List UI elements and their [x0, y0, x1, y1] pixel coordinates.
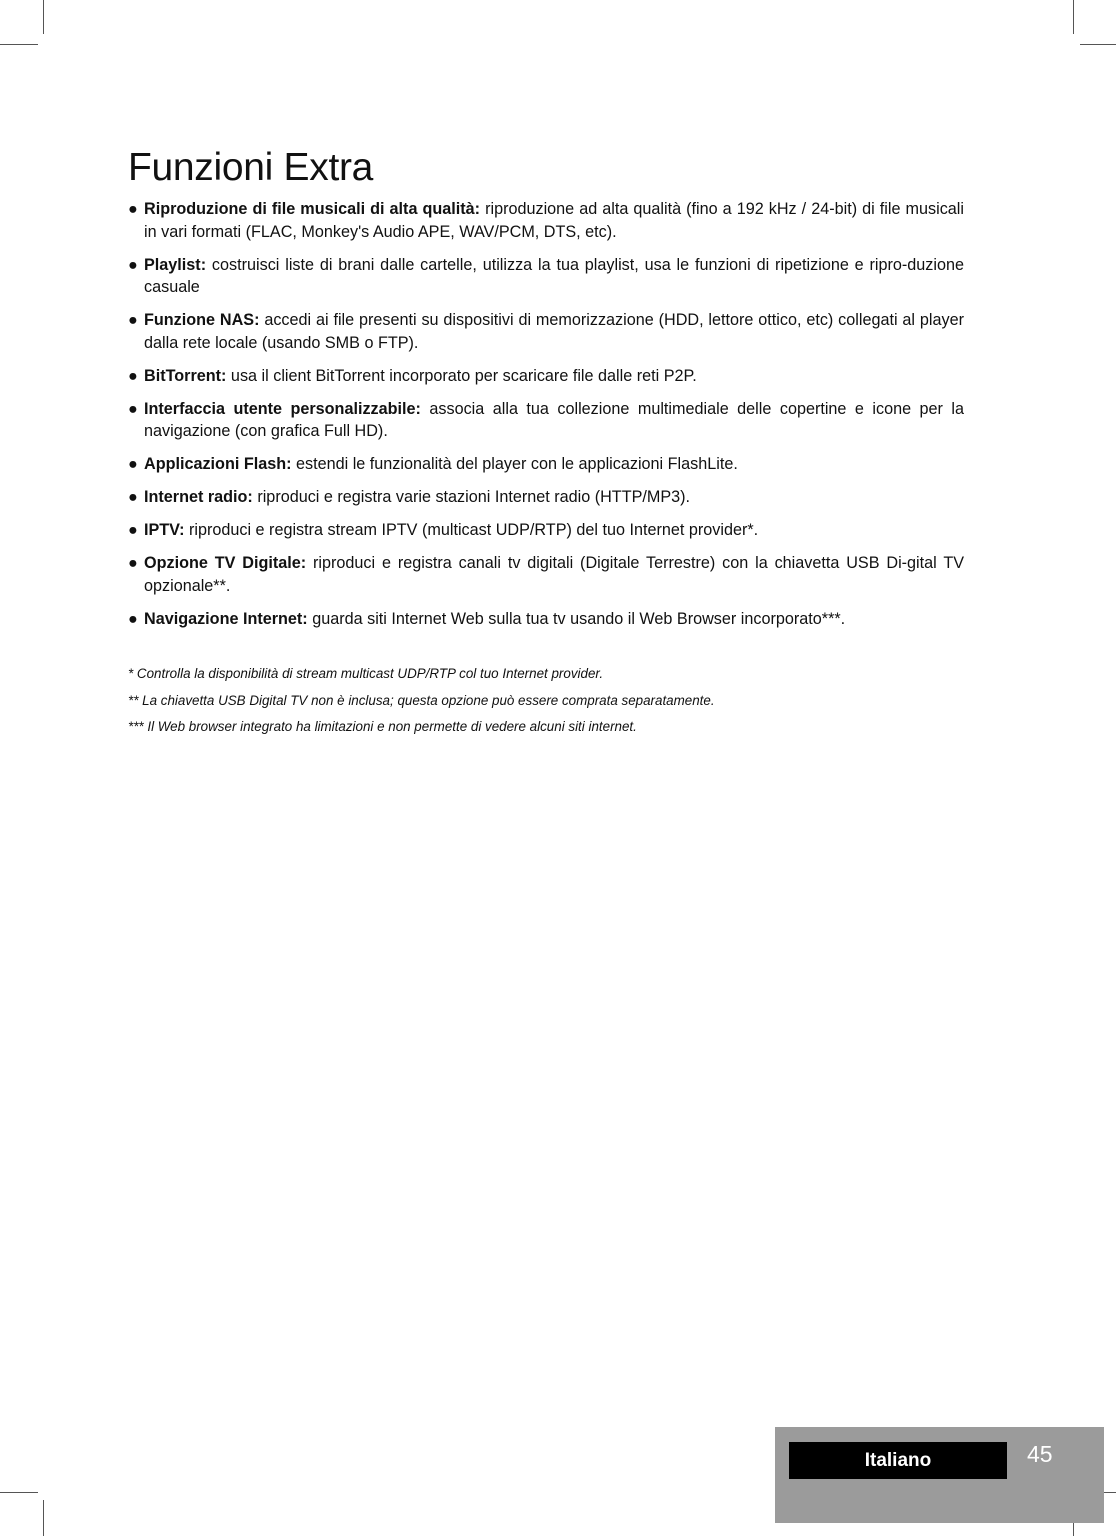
list-item [128, 519, 964, 542]
list-item [128, 398, 964, 443]
list-item [128, 608, 964, 631]
footnote: ** La chiavetta USB Digital TV non è inclusa; questa opzione può essere comprata separatamente. [128, 692, 715, 708]
feature-label: Opzione TV Digitale: [144, 554, 307, 572]
list-item [128, 309, 964, 354]
feature-label: IPTV: [144, 521, 185, 539]
feature-label: Interfaccia utente personalizzabile: [144, 399, 421, 418]
feature-text: associa alla tua collezione multimediale delle copertine e icone per la navigazione (con grafica Full HD). [144, 399, 965, 440]
list-item [128, 365, 964, 388]
feature-text: usa il client BitTorrent incorporato per scaricare file dalle reti P2P. [226, 366, 697, 385]
feature-list [128, 198, 964, 641]
crop-mark-top-left-h [0, 44, 38, 45]
bullet-icon: ● [128, 609, 138, 628]
bullet-icon: ● [128, 455, 138, 473]
bullet-icon: ● [128, 488, 138, 506]
bullet-icon: ● [128, 255, 138, 274]
footnotes [128, 661, 964, 741]
list-item [128, 453, 964, 476]
crop-mark-bottom-left-h [0, 1492, 38, 1493]
feature-label: Riproduzione di file musicali di alta qualità: [144, 200, 481, 218]
feature-text: guarda siti Internet Web sulla tua tv usando il Web Browser incorporato***. [307, 609, 846, 628]
page-footer [775, 1427, 1104, 1523]
bullet-icon: ● [128, 200, 138, 218]
crop-mark-bottom-left-v [43, 1500, 44, 1536]
list-item [128, 254, 964, 299]
feature-label: Applicazioni Flash: [144, 455, 292, 473]
footnote: * Controlla la disponibilità di stream multicast UDP/RTP col tuo Internet provider. [128, 666, 604, 681]
feature-label: Internet radio: [144, 488, 253, 506]
crop-mark-top-right-v [1073, 0, 1074, 34]
bullet-icon: ● [128, 366, 138, 385]
crop-mark-top-left-v [43, 0, 44, 34]
bullet-icon: ● [128, 521, 138, 539]
feature-text: accedi ai file presenti su dispositivi di memorizzazione (HDD, lettore ottico, etc) collegati al player dalla rete locale (usando SMB o FTP). [144, 311, 964, 352]
list-item [128, 552, 964, 597]
list-item [128, 198, 964, 243]
feature-text: riproduzione ad alta qualità (fino a 192 kHz / 24-bit) di file musicali in vari formati (FLAC, Monkey's Audio APE, WAV/PCM, DTS, etc). [144, 200, 964, 241]
feature-text: estendi le funzionalità del player con le applicazioni FlashLite. [291, 455, 738, 473]
footnote: *** Il Web browser integrato ha limitazioni e non permette di vedere alcuni siti internet. [128, 719, 637, 734]
feature-text: riproduci e registra varie stazioni Internet radio (HTTP/MP3). [252, 488, 691, 506]
bullet-icon: ● [128, 399, 138, 418]
language-label: Italiano [789, 1442, 1007, 1479]
feature-label: Funzione NAS: [144, 311, 260, 329]
feature-label: Playlist: [144, 255, 207, 274]
list-item [128, 486, 964, 509]
feature-text: riproduci e registra canali tv digitali (Digitale Terrestre) con la chiavetta USB Di-gital TV opzionale**. [144, 554, 965, 595]
crop-mark-top-right-h [1080, 44, 1116, 45]
bullet-icon: ● [128, 554, 138, 572]
feature-text: costruisci liste di brani dalle cartelle, utilizza la tua playlist, usa le funzioni di ripetizione e ripro-duzione casuale [144, 255, 964, 296]
feature-label: Navigazione Internet: [144, 609, 308, 628]
feature-text: riproduci e registra stream IPTV (multicast UDP/RTP) del tuo Internet provider*. [184, 521, 759, 539]
bullet-icon: ● [128, 311, 138, 329]
page-title: Funzioni Extra [128, 146, 374, 189]
page-number: 45 [1027, 1441, 1053, 1467]
feature-label: BitTorrent: [144, 366, 227, 385]
